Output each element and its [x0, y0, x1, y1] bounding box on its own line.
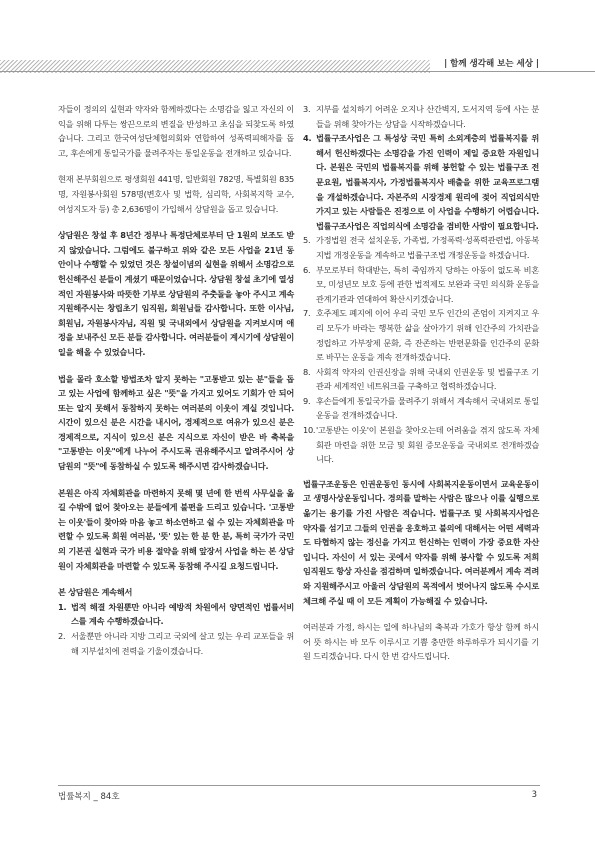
list-item: 3. 지부를 설치하기 어려운 오지나 산간벽지, 도서지역 등에 사는 분들을 위해 찾아가는 상담을 시작하겠습니다.: [303, 104, 539, 129]
list-item: 4. 법률구조사업은 그 특성상 국민 특히 소외계층의 법률복지를 위해서 헌신하겠다는 소명감을 가진 인력이 제일 중요한 자원입니다. 본원은 국민의 법률복지를 위해 봉헌할 수 있는 법률구조 전문요원, 법률복지사, 가정법률복지사 배출을 위한 교육프로그램을 개설하겠습니다. 자본주의 시장경제 원리에 젖어 직업의식만 가지고 있는 사람들은 진정으로 이 사업을 수행하기 어렵습니다. 법률구조사업은 직업의식에 소명감을 겸비한 사람이 필요합니다.: [303, 133, 539, 231]
left-column: [58, 102, 294, 668]
section-tag: | 함께 생각해 보는 세상 |: [444, 59, 539, 69]
list-item: 2. 서울뿐만 아니라 지방 그리고 국외에 살고 있는 우리 교포들을 위해 지부설치에 전력을 기울이겠습니다.: [58, 631, 294, 656]
header-rule: [0, 71, 595, 72]
list-item: 5. 가정법원 전국 설치운동, 가족법, 가정폭력·성폭력관련법, 아동복지법 개정운동을 계속하고 법률구조법 개정운동을 하겠습니다.: [303, 235, 539, 260]
left-paragraph-5: 본원은 아직 자체회관을 마련하지 못해 몇 년에 한 번씩 사무실을 옮길 수밖에 없어 찾아오는 분들에게 불편을 드리고 있습니다. '고통받는 이웃'들이 찾아와 마음 놓고 하소연하고 쉴 수 있는 자체회관을 마련할 수 있도록 회원 여러분, '뜻' 있는 한 분 한 분, 특히 국가가 국민의 기본권 실현과 국가 비용 절약을 위해 앞장서 사업을 하는 본 상담원이 자체회관을 마련할 수 있도록 동참해 주시길 요청드립니다.: [58, 487, 294, 571]
left-paragraph-1: 자들이 정의의 실현과 약자와 함께하겠다는 소명감을 잃고 자신의 이익을 위해 다투는 쌍끈으로의 변질을 반성하고 초심을 되찾도록 하였습니다. 그리고 한국여성단체협의회와 연합하여 성폭력피해자를 돕고, 후손에게 통일국가를 물려주자는 통일운동을 전개하고 있습니다.: [58, 104, 294, 158]
page-number: 3: [531, 790, 537, 800]
list-item: 9. 후손들에게 통일국가를 물려주기 위해서 계속해서 국내외로 통일운동을 전개하겠습니다.: [303, 395, 539, 421]
right-paragraph-2: 여러분과 가정, 하시는 일에 하나님의 축복과 가호가 항상 함께 하시어 뜻 하시는 바 모두 이루시고 기쁨 충만한 하루하루가 되시기를 기원 드리겠습니다. 다시 한 번 감사드립니다.: [303, 622, 539, 662]
list-item: 7. 호주제도 폐지에 이어 우리 국민 모두 인간의 존엄이 지켜지고 우리 모두가 바라는 행복한 삶을 살아가기 위해 인간주의 가치관을 정립하고 가부장제 문화, 즉 잔존하는 반편문화를 인간주의 문화로 바꾸는 운동을 계속 전개하겠습니다.: [303, 308, 539, 363]
page-header: [0, 0, 595, 90]
left-paragraph-3: 상담원은 창설 후 8년간 정부나 특정단체로부터 단 1원의 보조도 받지 않았습니다. 그럼에도 불구하고 위와 같은 모든 사업을 21년 동안이나 수행할 수 있었던 것은 창설이념의 실현을 위해서 소명감으로 헌신해주신 분들이 계셨기 때문이었습니다. 상담원 창설 초기에 열성적인 자원봉사와 따뜻한 기부로 상담원의 주춧돌을 놓아 주시고 계속 지원해주시는 창립초기 임직원, 회원님들 감사합니다. 또한 이사님, 회원님, 자원봉사자님, 직원 및 국내외에서 상담원을 지켜보시며 애정을 보내주신 모든 분들 감사합니다. 여러분들이 계시기에 상담원이 일을 해올 수 있었습니다.: [58, 230, 294, 357]
right-paragraph-1: 법률구조운동은 인권운동인 동시에 사회복지운동이면서 교육운동이고 생명사상운동입니다. 경의를 말하는 사람은 많으나 이를 실행으로 옮기는 용기를 가진 사람은 적습니다. 법률구조 및 사회복지사업은 약자를 섬기고 그들의 인권을 옹호하고 불의에 대해서는 어떤 세력과도 타협하지 않는 정신을 가지고 헌신하는 인력이 가장 중요한 자산입니다. 자신이 서 있는 곳에서 약자를 위해 봉사할 수 있도록 저희 임직원도 항상 자신을 점검하며 일하겠습니다. 여러분께서 계속 격려와 지원해주시고 아울러 상담원의 목적에서 벗어나지 않도록 수시로 체크해 주실 때 이 모든 계획이 가능해질 수 있습니다.: [303, 478, 539, 606]
left-paragraph-2: 현재 본부회원으로 평생회원 441명, 일반회원 782명, 특별회원 835명, 자원봉사회원 578명(변호사 및 법학, 심리학, 사회복지학 교수, 여성지도자 등) 총 2,636명이 가입해서 상담원을 돕고 있습니다.: [58, 174, 294, 214]
footer-publication: 법률복지 _ 84호: [58, 792, 120, 802]
list-item: 8. 사회적 약자의 인권신장을 위해 국내외 인권운동 및 법률구조 기관과 세계적인 네트워크를 구축하고 협력하겠습니다.: [303, 366, 539, 392]
right-column: [303, 102, 539, 676]
footer-rule: [58, 785, 540, 786]
list-item: 1. 법적 해결 차원뿐만 아니라 예방적 차원에서 양면적인 법률서비스를 계속 수행하겠습니다.: [58, 601, 294, 627]
list-item: 6. 부모로부터 학대받는, 특히 죽임까지 당하는 아동이 없도록 비혼모, 미성년모 보호 등에 관한 법적제도 보완과 국민 의식화 운동을 관계기관과 연대하여 확산시키겠습니다.: [303, 264, 539, 304]
list-item: 10. '고통받는 이웃'이 본원을 찾아오는데 어려움을 겪지 않도록 자체회관 마련을 위한 모금 및 회원 증모운동을 국내외로 전개하겠습니다.: [303, 425, 539, 465]
commitments-heading: 본 상담원은 계속해서: [58, 587, 133, 598]
commitments-list-right: [303, 102, 539, 467]
commitments-list-left: [58, 600, 294, 658]
left-paragraph-4: 법을 몰라 호소할 방법조차 알지 못하는 "고통받고 있는 분"들을 돕고 있는 사업에 함께하고 싶은 "뜻"을 가지고 있어도 기회가 안 되어 또는 알지 못해서 동참하지 못하는 여러분의 이웃이 계실 것입니다. 시간이 있으신 분은 시간을 내시어, 경제적으로 여유가 있으신 분은 경제적으로, 지식이 있으신 분은 지식으로 자신이 받은 바 축복을 "고통받는 이웃"에게 나누어 주시도록 권유해주시고 알려주시어 상담원의 "뜻"에 동참하실 수 있도록 해주시면 감사하겠습니다.: [58, 373, 294, 472]
